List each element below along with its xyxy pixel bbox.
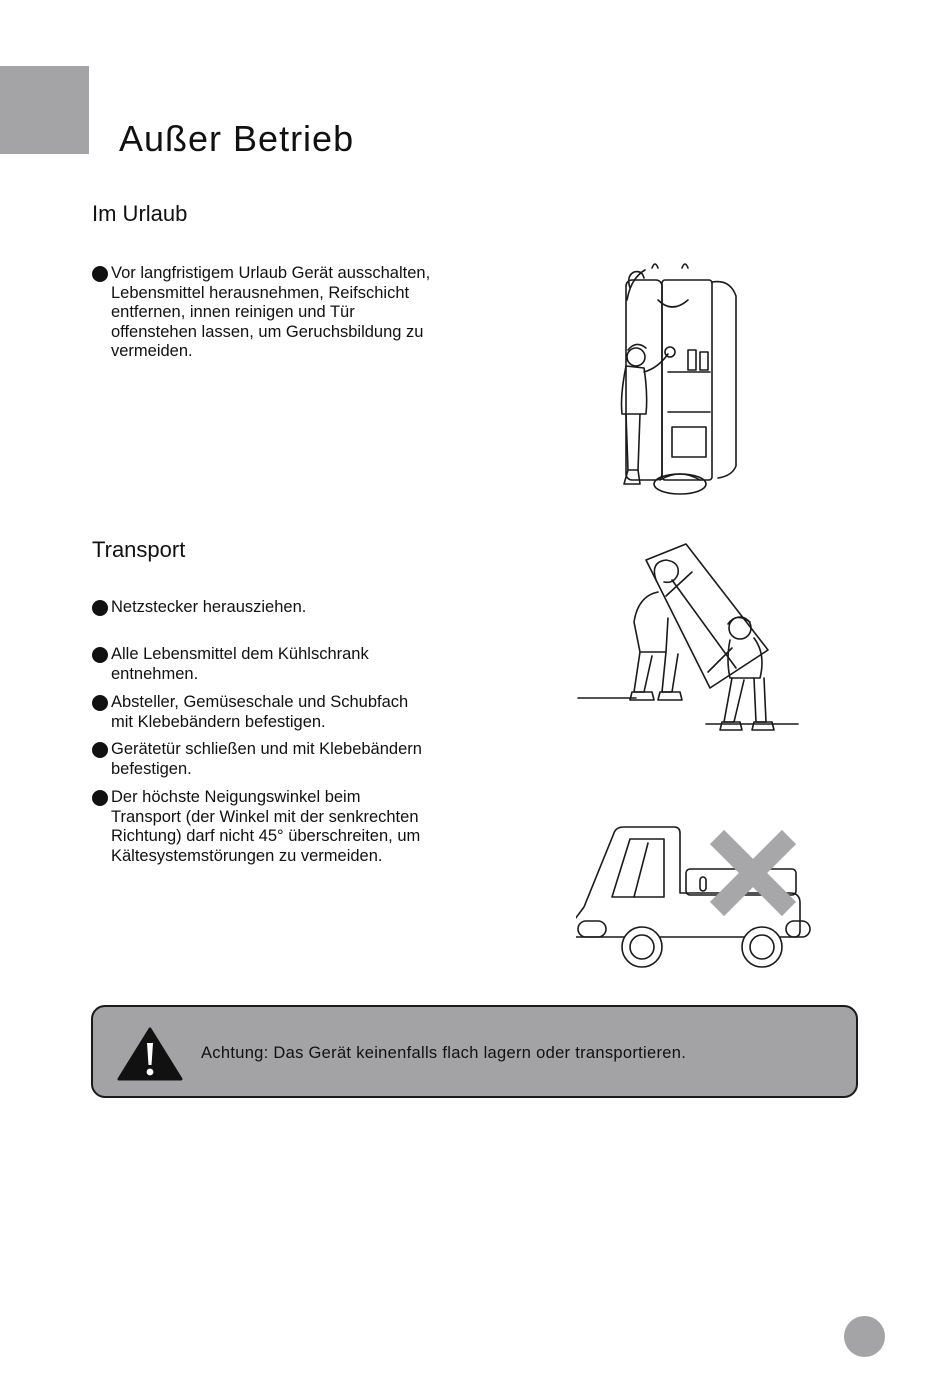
vacation-list — [92, 264, 512, 362]
bullet-item — [92, 645, 531, 684]
bullet-line: Transport (der Winkel mit der senkrechten — [111, 807, 419, 826]
warning-text: Achtung: Das Gerät keinenfalls flach lagern oder transportieren. — [201, 1044, 687, 1062]
bullet-dot-icon — [92, 695, 108, 711]
bullet-line: Gerätetür schließen und mit Klebebändern — [111, 740, 422, 758]
bullet-line: vermeiden. — [111, 342, 193, 361]
warning-box — [91, 1005, 858, 1098]
transport-heading: Transport — [92, 537, 186, 562]
bullet-line: Netzstecker herausziehen. — [111, 598, 307, 616]
bullet-line: Lebensmittel herausnehmen, Reifschicht — [111, 283, 410, 302]
bullet-line: befestigen. — [111, 759, 192, 778]
bullet-item — [92, 740, 531, 779]
page-title: Außer Betrieb — [119, 118, 355, 159]
bullet-dot-icon — [92, 266, 108, 282]
bullet-dot-icon — [92, 600, 108, 616]
bullet-dot-icon — [92, 790, 108, 806]
bullet-line: Richtung) darf nicht 45° überschreiten, um — [111, 827, 421, 846]
bullet-line: entfernen, innen reinigen und Tür — [111, 303, 355, 322]
bullet-line: Vor langfristigem Urlaub Gerät ausschalten, — [111, 264, 431, 282]
bullet-dot-icon — [92, 742, 108, 758]
bullet-dot-icon — [92, 647, 108, 663]
fridge-transport-illustration — [576, 540, 802, 746]
bullet-item — [92, 788, 531, 866]
fridge-cleaning-illustration — [600, 262, 750, 500]
page-indicator — [844, 1316, 885, 1357]
vacation-heading: Im Urlaub — [92, 201, 188, 226]
bullet-line: Kältesystemstörungen zu vermeiden. — [111, 846, 383, 865]
side-tab — [0, 66, 89, 154]
cross-icon — [705, 825, 801, 921]
bullet-item — [92, 264, 512, 362]
bullet-item — [92, 693, 531, 732]
bullet-line: Alle Lebensmittel dem Kühlschrank — [111, 645, 369, 663]
warning-triangle-icon — [117, 1026, 183, 1082]
bullet-line: offenstehen lassen, um Geruchsbildung zu — [111, 322, 424, 341]
bullet-line: Absteller, Gemüseschale und Schubfach — [111, 693, 409, 711]
bullet-item — [92, 598, 531, 618]
bullet-line: mit Klebebändern befestigen. — [111, 712, 326, 731]
bullet-line: Der höchste Neigungswinkel beim — [111, 788, 361, 806]
bullet-line: entnehmen. — [111, 664, 199, 683]
